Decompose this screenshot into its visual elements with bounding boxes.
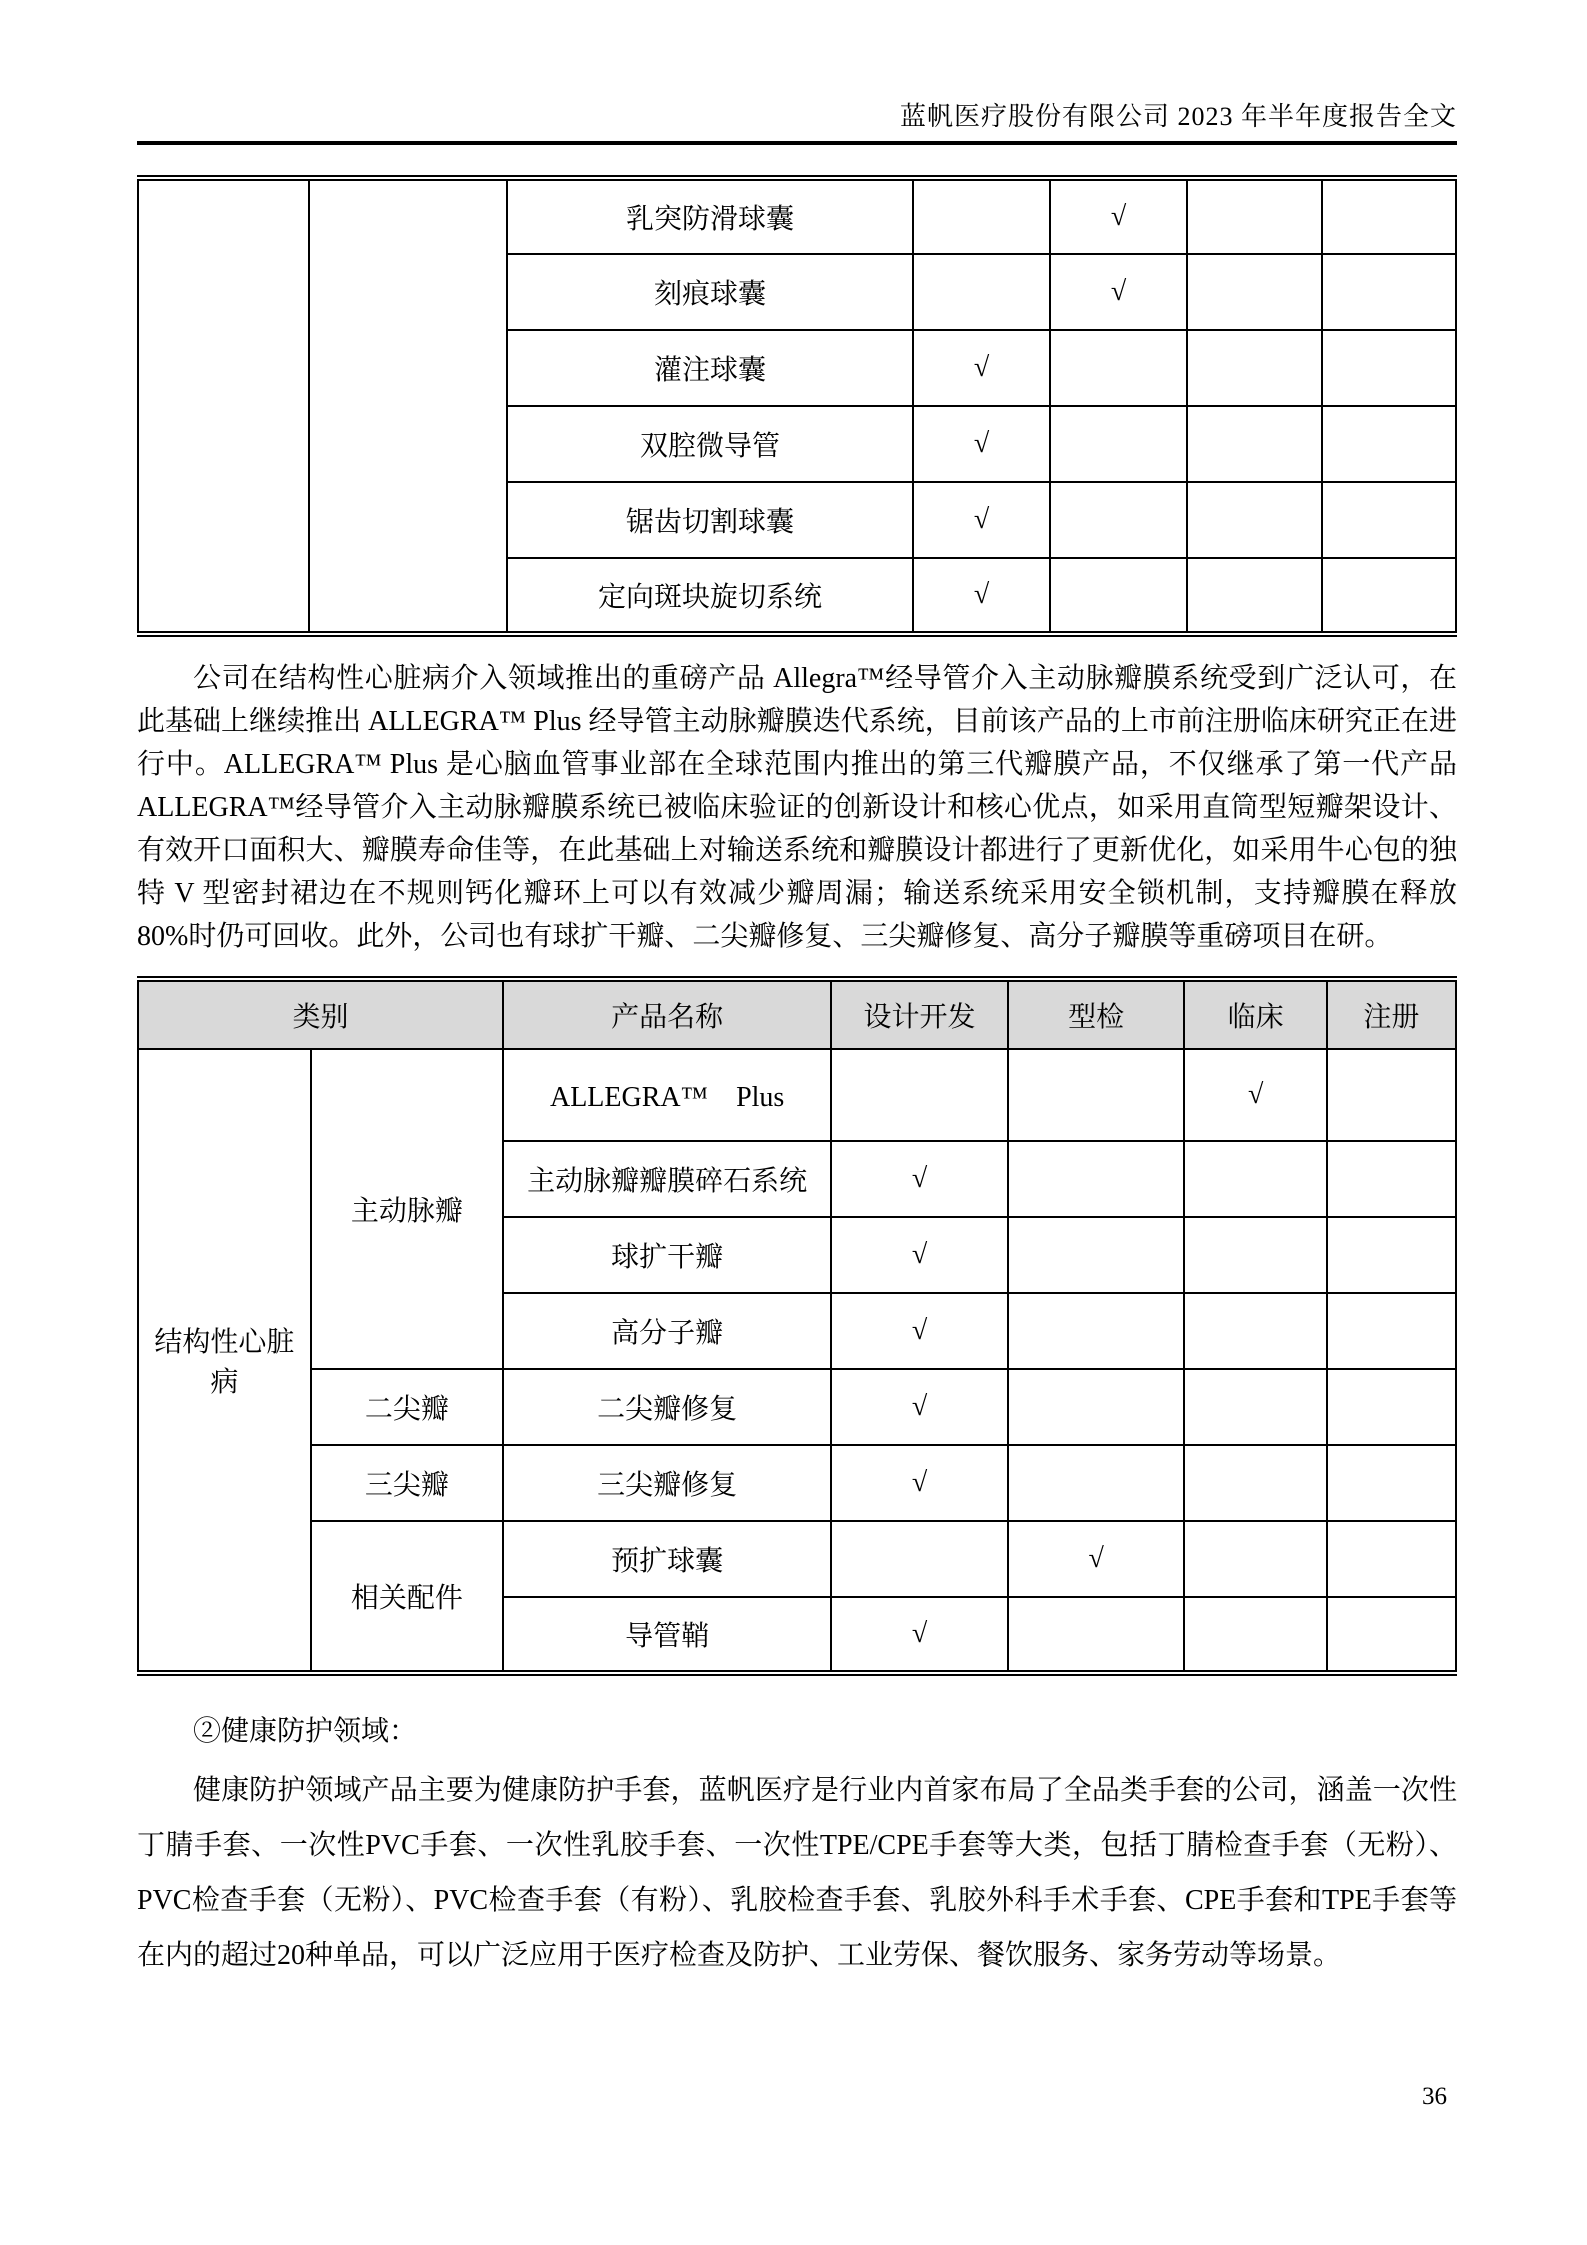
registration-check-cell — [1322, 254, 1456, 330]
type-test-check-cell: √ — [1050, 254, 1187, 330]
clinical-check-cell — [1187, 178, 1321, 254]
registration-check-cell — [1327, 1597, 1456, 1673]
header-clinical: 临床 — [1184, 979, 1326, 1049]
clinical-check-cell: √ — [1184, 1049, 1326, 1141]
category2-cell: 主动脉瓣 — [311, 1049, 503, 1369]
table-row — [138, 1521, 1456, 1597]
design-check-cell: √ — [913, 330, 1050, 406]
table-row — [138, 1445, 1456, 1521]
registration-check-cell — [1327, 1369, 1456, 1445]
registration-check-cell — [1322, 482, 1456, 558]
table-row — [138, 178, 1456, 254]
header-category: 类别 — [138, 979, 503, 1049]
category2-cell: 相关配件 — [311, 1521, 503, 1673]
design-check-cell — [831, 1521, 1008, 1597]
clinical-check-cell — [1187, 254, 1321, 330]
type-test-check-cell — [1050, 330, 1187, 406]
registration-check-cell — [1322, 558, 1456, 634]
type-test-check-cell — [1008, 1597, 1185, 1673]
product-name-cell: 导管鞘 — [503, 1597, 831, 1673]
type-test-check-cell — [1050, 558, 1187, 634]
design-check-cell: √ — [831, 1217, 1008, 1293]
design-check-cell: √ — [831, 1141, 1008, 1217]
category2-empty-cell — [309, 178, 507, 634]
table-row — [138, 1369, 1456, 1445]
intro-paragraph: 公司在结构性心脏病介入领域推出的重磅产品 Allegra™经导管介入主动脉瓣膜系统受到广泛认可，在此基础上继续推出 ALLEGRA™ Plus 经导管主动脉瓣膜迭代系统，目前该产品的上市前注册临床研究正在进行中。ALLEGRA™ Plus 是心脑血管事业部在全球范围内推出的第三代瓣膜产品，不仅继承了第一代产品 ALLEGRA™经导管介入主动脉瓣膜系统已被临床验证的创新设计和核心优点，如采用直筒型短瓣架设计、有效开口面积大、瓣膜寿命佳等，在此基础上对输送系统和瓣膜设计都进行了更新优化，如采用牛心包的独特 V 型密封裙边在不规则钙化瓣环上可以有效减少瓣周漏；输送系统采用安全锁机制，支持瓣膜在释放 80%时仍可回收。此外，公司也有球扩干瓣、二尖瓣修复、三尖瓣修复、高分子瓣膜等重磅项目在研。 — [137, 663, 1457, 952]
design-check-cell: √ — [913, 558, 1050, 634]
registration-check-cell — [1327, 1141, 1456, 1217]
category1-cell: 结构性心脏病 — [138, 1049, 311, 1673]
product-name-cell: 预扩球囊 — [503, 1521, 831, 1597]
page-header-title: 蓝帆医疗股份有限公司 2023 年半年度报告全文 — [899, 102, 1457, 131]
category2-cell: 三尖瓣 — [311, 1445, 503, 1521]
design-check-cell: √ — [831, 1445, 1008, 1521]
type-test-check-cell — [1008, 1369, 1185, 1445]
clinical-check-cell — [1187, 330, 1321, 406]
type-test-check-cell — [1008, 1293, 1185, 1369]
design-check-cell: √ — [831, 1293, 1008, 1369]
health-section-paragraph: 健康防护领域产品主要为健康防护手套，蓝帆医疗是行业内首家布局了全品类手套的公司，涵盖一次性丁腈手套、一次性PVC手套、一次性乳胶手套、一次性TPE/CPE手套等大类，包括丁腈检查手套（无粉）、PVC检查手套（无粉）、PVC检查手套（有粉）、乳胶检查手套、乳胶外科手术手套、CPE手套和TPE手套等在内的超过20种单品，可以广泛应用于医疗检查及防护、工业劳保、餐饮服务、家务劳动等场景。 — [137, 1775, 1457, 1971]
table-header-row — [138, 979, 1456, 1049]
design-check-cell: √ — [831, 1597, 1008, 1673]
structural-heart-table — [137, 976, 1457, 1676]
registration-check-cell — [1327, 1217, 1456, 1293]
product-name-cell: ALLEGRA™ Plus — [503, 1049, 831, 1141]
type-test-check-cell — [1050, 482, 1187, 558]
registration-check-cell — [1327, 1049, 1456, 1141]
clinical-check-cell — [1184, 1597, 1326, 1673]
type-test-check-cell: √ — [1050, 178, 1187, 254]
type-test-check-cell — [1008, 1049, 1185, 1141]
product-name-cell: 锯齿切割球囊 — [507, 482, 913, 558]
product-name-cell: 二尖瓣修复 — [503, 1369, 831, 1445]
product-name-cell: 主动脉瓣瓣膜碎石系统 — [503, 1141, 831, 1217]
page-number: 36 — [1422, 2083, 1447, 2110]
product-name-cell: 灌注球囊 — [507, 330, 913, 406]
header-product-name: 产品名称 — [503, 979, 831, 1049]
health-section-heading: ②健康防护领域： — [193, 1716, 418, 1747]
clinical-check-cell — [1184, 1217, 1326, 1293]
category1-empty-cell — [138, 178, 309, 634]
header-design: 设计开发 — [831, 979, 1008, 1049]
design-check-cell: √ — [831, 1369, 1008, 1445]
product-name-cell: 双腔微导管 — [507, 406, 913, 482]
header-type-test: 型检 — [1008, 979, 1185, 1049]
design-check-cell — [913, 178, 1050, 254]
design-check-cell — [913, 254, 1050, 330]
page-header — [137, 0, 1457, 145]
clinical-check-cell — [1187, 558, 1321, 634]
clinical-check-cell — [1184, 1293, 1326, 1369]
product-name-cell: 乳突防滑球囊 — [507, 178, 913, 254]
type-test-check-cell — [1050, 406, 1187, 482]
clinical-check-cell — [1184, 1521, 1326, 1597]
clinical-check-cell — [1184, 1369, 1326, 1445]
design-check-cell: √ — [913, 406, 1050, 482]
design-check-cell: √ — [913, 482, 1050, 558]
registration-check-cell — [1327, 1293, 1456, 1369]
registration-check-cell — [1327, 1445, 1456, 1521]
table-row — [138, 1049, 1456, 1141]
header-registration: 注册 — [1327, 979, 1456, 1049]
registration-check-cell — [1322, 330, 1456, 406]
product-name-cell: 高分子瓣 — [503, 1293, 831, 1369]
type-test-check-cell — [1008, 1445, 1185, 1521]
registration-check-cell — [1322, 178, 1456, 254]
product-name-cell: 三尖瓣修复 — [503, 1445, 831, 1521]
page-content — [137, 0, 1457, 1983]
registration-check-cell — [1322, 406, 1456, 482]
design-check-cell — [831, 1049, 1008, 1141]
type-test-check-cell — [1008, 1217, 1185, 1293]
type-test-check-cell: √ — [1008, 1521, 1185, 1597]
product-name-cell: 定向斑块旋切系统 — [507, 558, 913, 634]
continuation-table — [137, 175, 1457, 637]
clinical-check-cell — [1187, 406, 1321, 482]
type-test-check-cell — [1008, 1141, 1185, 1217]
clinical-check-cell — [1187, 482, 1321, 558]
clinical-check-cell — [1184, 1445, 1326, 1521]
registration-check-cell — [1327, 1521, 1456, 1597]
product-name-cell: 球扩干瓣 — [503, 1217, 831, 1293]
product-name-cell: 刻痕球囊 — [507, 254, 913, 330]
clinical-check-cell — [1184, 1141, 1326, 1217]
category2-cell: 二尖瓣 — [311, 1369, 503, 1445]
